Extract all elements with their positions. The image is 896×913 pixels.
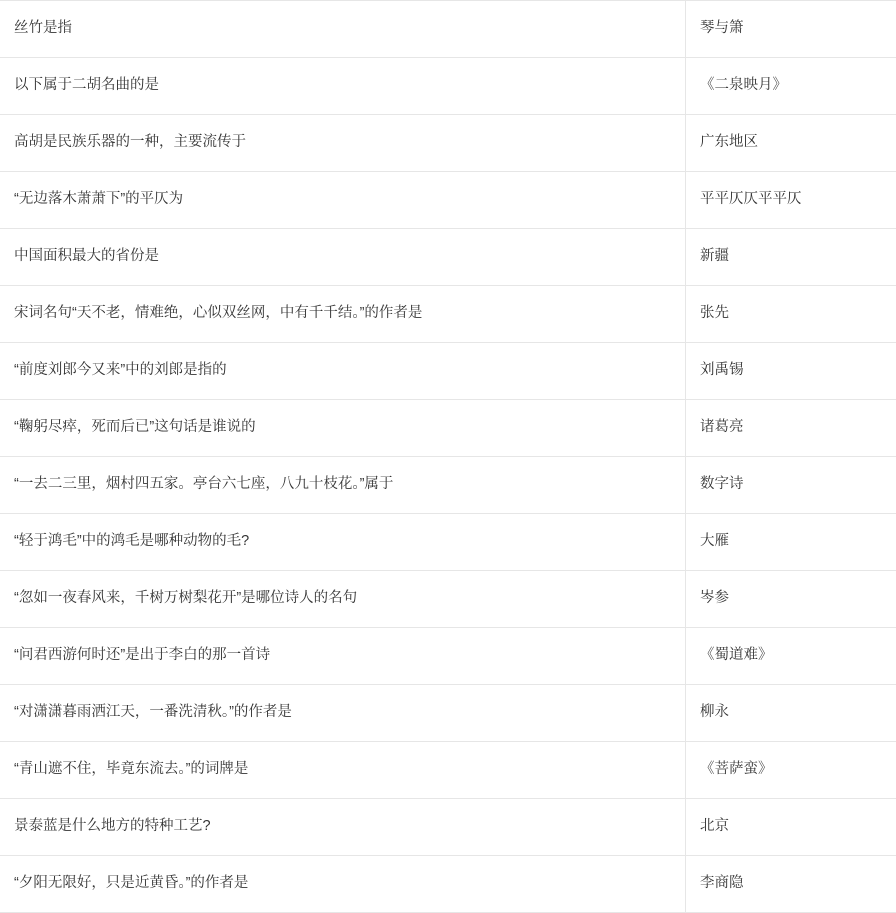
question-cell: 以下属于二胡名曲的是 xyxy=(0,58,686,115)
table-row xyxy=(0,742,896,799)
table-body xyxy=(0,1,896,913)
table-row xyxy=(0,400,896,457)
question-cell: 宋词名句“天不老，情难绝，心似双丝网，中有千千结。”的作者是 xyxy=(0,286,686,343)
table-row xyxy=(0,115,896,172)
answer-cell: 广东地区 xyxy=(686,115,896,172)
table-row xyxy=(0,457,896,514)
table-row xyxy=(0,1,896,58)
question-cell: “问君西游何时还”是出于李白的那一首诗 xyxy=(0,628,686,685)
question-cell: 高胡是民族乐器的一种，主要流传于 xyxy=(0,115,686,172)
table-row xyxy=(0,856,896,913)
answer-cell: 张先 xyxy=(686,286,896,343)
question-cell: 中国面积最大的省份是 xyxy=(0,229,686,286)
table-row xyxy=(0,514,896,571)
answer-cell: 数字诗 xyxy=(686,457,896,514)
answer-cell: 岑参 xyxy=(686,571,896,628)
table-row xyxy=(0,172,896,229)
answer-cell: 刘禹锡 xyxy=(686,343,896,400)
answer-cell: 《二泉映月》 xyxy=(686,58,896,115)
answer-cell: 《菩萨蛮》 xyxy=(686,742,896,799)
answer-cell: 柳永 xyxy=(686,685,896,742)
question-cell: “忽如一夜春风来，千树万树梨花开”是哪位诗人的名句 xyxy=(0,571,686,628)
answer-cell: 北京 xyxy=(686,799,896,856)
table-row xyxy=(0,571,896,628)
answer-cell: 琴与箫 xyxy=(686,1,896,58)
table-row xyxy=(0,229,896,286)
question-cell: “轻于鸿毛”中的鸿毛是哪种动物的毛? xyxy=(0,514,686,571)
question-cell: “无边落木萧萧下”的平仄为 xyxy=(0,172,686,229)
table-row xyxy=(0,799,896,856)
table-row xyxy=(0,343,896,400)
answer-cell: 大雁 xyxy=(686,514,896,571)
table-row xyxy=(0,58,896,115)
question-cell: “青山遮不住，毕竟东流去。”的词牌是 xyxy=(0,742,686,799)
table-row xyxy=(0,628,896,685)
answer-cell: 《蜀道难》 xyxy=(686,628,896,685)
answer-cell: 新疆 xyxy=(686,229,896,286)
question-cell: “对潇潇暮雨洒江天，一番洗清秋。”的作者是 xyxy=(0,685,686,742)
question-cell: 丝竹是指 xyxy=(0,1,686,58)
table-row xyxy=(0,685,896,742)
answer-cell: 诸葛亮 xyxy=(686,400,896,457)
answer-cell: 李商隐 xyxy=(686,856,896,913)
question-cell: “夕阳无限好，只是近黄昏。”的作者是 xyxy=(0,856,686,913)
question-cell: “前度刘郎今又来”中的刘郎是指的 xyxy=(0,343,686,400)
table-row xyxy=(0,286,896,343)
answer-cell: 平平仄仄平平仄 xyxy=(686,172,896,229)
question-cell: “鞠躬尽瘁，死而后已”这句话是谁说的 xyxy=(0,400,686,457)
question-cell: 景泰蓝是什么地方的特种工艺? xyxy=(0,799,686,856)
question-cell: “一去二三里，烟村四五家。亭台六七座，八九十枝花。”属于 xyxy=(0,457,686,514)
